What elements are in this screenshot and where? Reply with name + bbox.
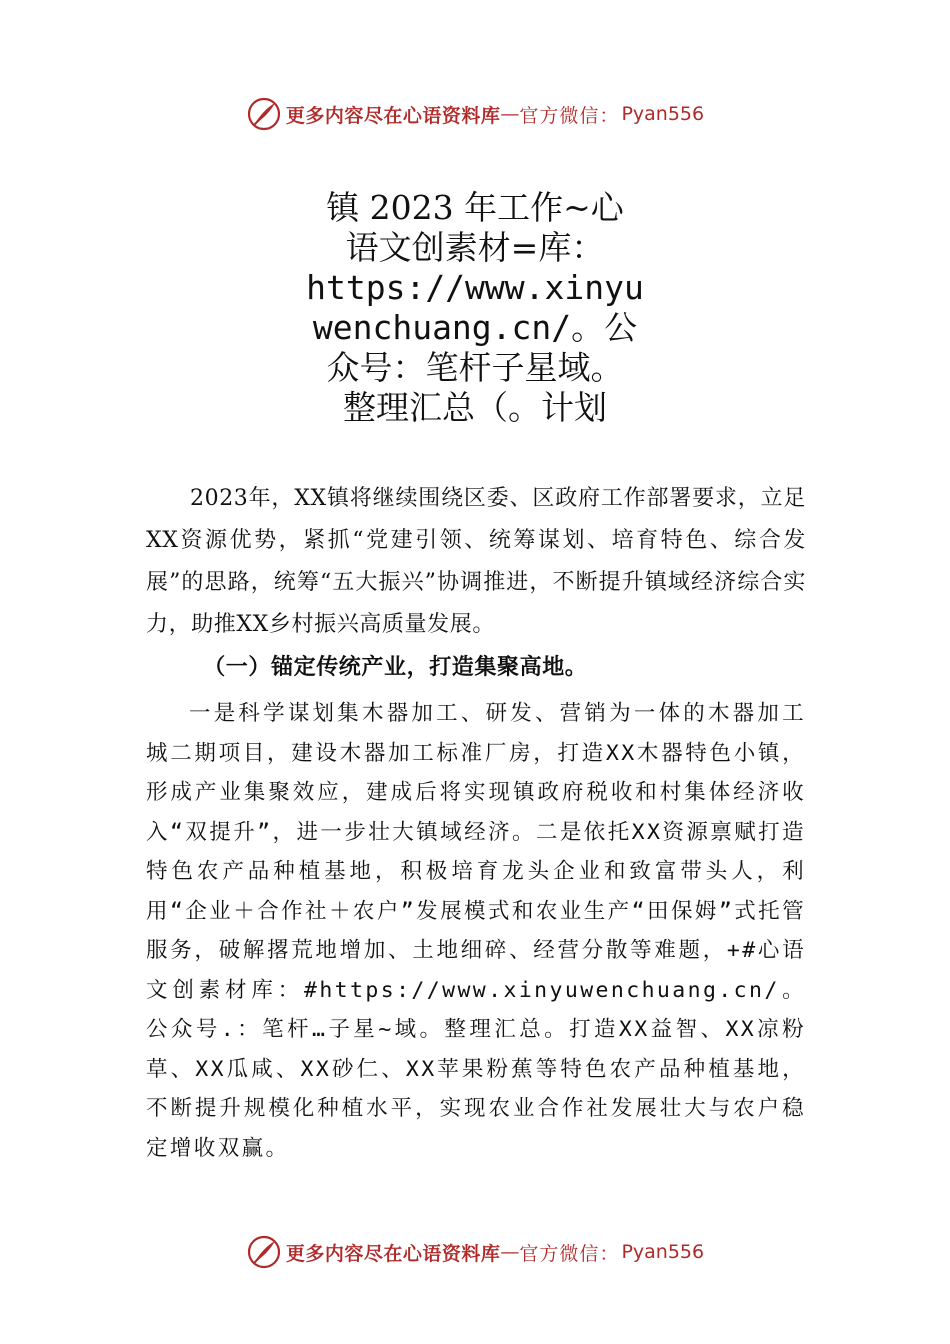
watermark-wechat-id: Pyan556 [621, 1241, 705, 1263]
section-heading: （一）锚定传统产业，打造集聚高地。 [203, 654, 588, 680]
intro-paragraph: 2023年，XX镇将继续围绕区委、区政府工作部署要求，立足XX资源优势，紧抓“党建引领、统筹谋划、培育特色、综合发展”的思路，统筹“五大振兴”协调推进，不断提升镇域经济综合实力，助推XX乡村振兴高质量发展。 [146, 486, 806, 637]
title-line: https://www.xinyu [306, 268, 644, 307]
watermark-separator: — [500, 103, 520, 125]
quill-logo-icon [246, 96, 282, 132]
title-line: 众号：笔杆子星域。 [326, 348, 624, 387]
watermark-wechat-id: Pyan556 [621, 103, 705, 125]
title-line: 语文创素材=库： [345, 228, 605, 267]
document-body [146, 478, 806, 1168]
document-title [0, 188, 950, 428]
title-line: wenchuang.cn/。公 [312, 308, 638, 347]
footer-watermark [0, 1232, 950, 1272]
section-paragraph: 一是科学谋划集木器加工、研发、营销为一体的木器加工城二期项目，建设木器加工标准厂房，打造XX木器特色小镇，形成产业集聚效应，建成后将实现镇政府税收和村集体经济收入“双提升”，进一步壮大镇域经济。二是依托XX资源禀赋打造特色农产品种植基地，积极培育龙头企业和致富带头人，利用“企业＋合作社＋农户”发展模式和农业生产“田保姆”式托管服务，破解撂荒地增加、土地细碎、经营分散等难题，+#心语文创素材库：#https://www.xinyuwenchuang.cn/。公众号.：笔杆…子星~域。整理汇总。打造XX益智、XX凉粉草、XX瓜咸、XX砂仁、XX苹果粉蕉等特色农产品种植基地，不断提升规模化种植水平，实现农业合作社发展壮大与农户稳定增收双赢。 [146, 701, 806, 1161]
watermark-main-text: 更多内容尽在心语资料库 [285, 104, 501, 127]
quill-logo-icon [246, 1234, 282, 1270]
watermark-main-text: 更多内容尽在心语资料库 [285, 1242, 501, 1265]
header-watermark [0, 94, 950, 134]
watermark-wechat-label: 官方微信： [519, 1242, 620, 1265]
title-line: 镇 2023 年工作~心 [326, 188, 624, 227]
watermark-wechat-label: 官方微信： [519, 104, 620, 127]
watermark-separator: — [500, 1241, 520, 1263]
title-line: 整理汇总（。计划 [343, 388, 607, 427]
